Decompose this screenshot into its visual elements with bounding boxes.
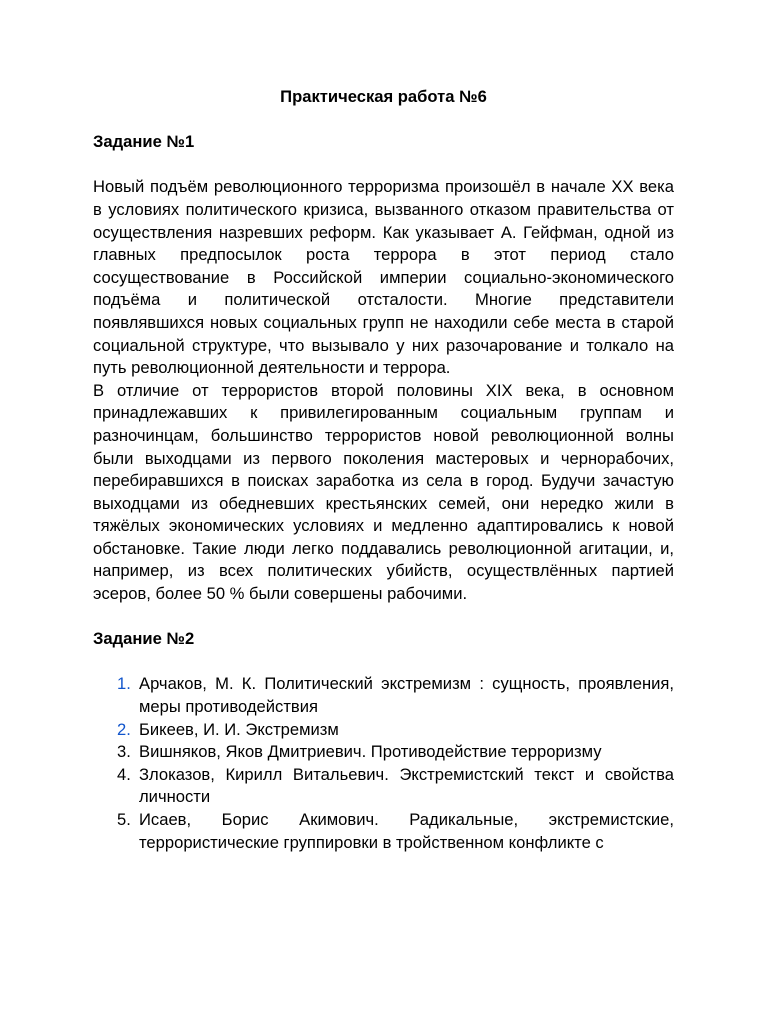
- task1-heading: Задание №1: [93, 132, 195, 152]
- list-item-number: 5.: [117, 810, 131, 829]
- list-item: [93, 741, 674, 764]
- list-item: [93, 764, 674, 809]
- list-item-number: 3.: [117, 742, 131, 762]
- spacer: [93, 606, 674, 629]
- task1-paragraph-1: Новый подъём революционного терроризма произошёл в начале XX века в условиях политического кризиса, вызванного отказом правительства от осуществления назревших реформ. Как указывает А. Гейфман, одной из главных предпосылок роста террора в этот период стало сосуществование в Российской империи социально-экономического подъёма и политической отсталости. Многие представители появлявшихся новых социальных групп не находили себе места в старой социальной структуре, что вызывало у них разочарование и толкало на путь революционной деятельности и террора.: [93, 177, 674, 378]
- list-item-text: Вишняков, Яков Дмитриевич. Противодействие терроризму: [139, 742, 602, 762]
- spacer: [93, 109, 674, 132]
- list-item-text: Исаев, Борис Акимович. Радикальные, экстремистские, террористические группировки в тройственном конфликте с: [139, 810, 674, 852]
- task1-paragraph-2: В отличие от террористов второй половины XIX века, в основном принадлежавших к привилегированным социальным группам и разночинцам, большинство террористов новой революционной волны были выходцами из первого поколения мастеровых и чернорабочих, перебиравшихся в поисках заработка из села в город. Будучи зачастую выходцами из обедневших крестьянских семей, они нередко жили в тяжёлых экономических условиях и медленно адаптировались к новой обстановке. Такие люди легко поддавались революционной агитации, и, например, из всех политических убийств, осуществлённых партией эсеров, более 50 % были совершены рабочими.: [93, 380, 674, 604]
- list-item: [93, 719, 674, 742]
- task2-heading: Задание №2: [93, 629, 195, 649]
- list-item-text: Арчаков, М. К. Политический экстремизм : сущность, проявления, меры противодействия: [139, 674, 674, 717]
- spacer: [93, 651, 674, 674]
- bibliography-list: [93, 673, 674, 854]
- list-item-number[interactable]: 1.: [117, 674, 131, 694]
- list-item-number: 4.: [117, 764, 131, 784]
- list-item: [93, 809, 674, 854]
- list-item-text: Злоказов, Кирилл Витальевич. Экстремистский текст и свойства личности: [139, 764, 674, 807]
- list-item: [93, 673, 674, 718]
- list-item-number[interactable]: 2.: [117, 719, 131, 739]
- document-page: [93, 86, 674, 854]
- list-item-text: Бикеев, И. И. Экстремизм: [139, 719, 339, 739]
- document-title: Практическая работа №6: [280, 87, 487, 106]
- spacer: [93, 154, 674, 177]
